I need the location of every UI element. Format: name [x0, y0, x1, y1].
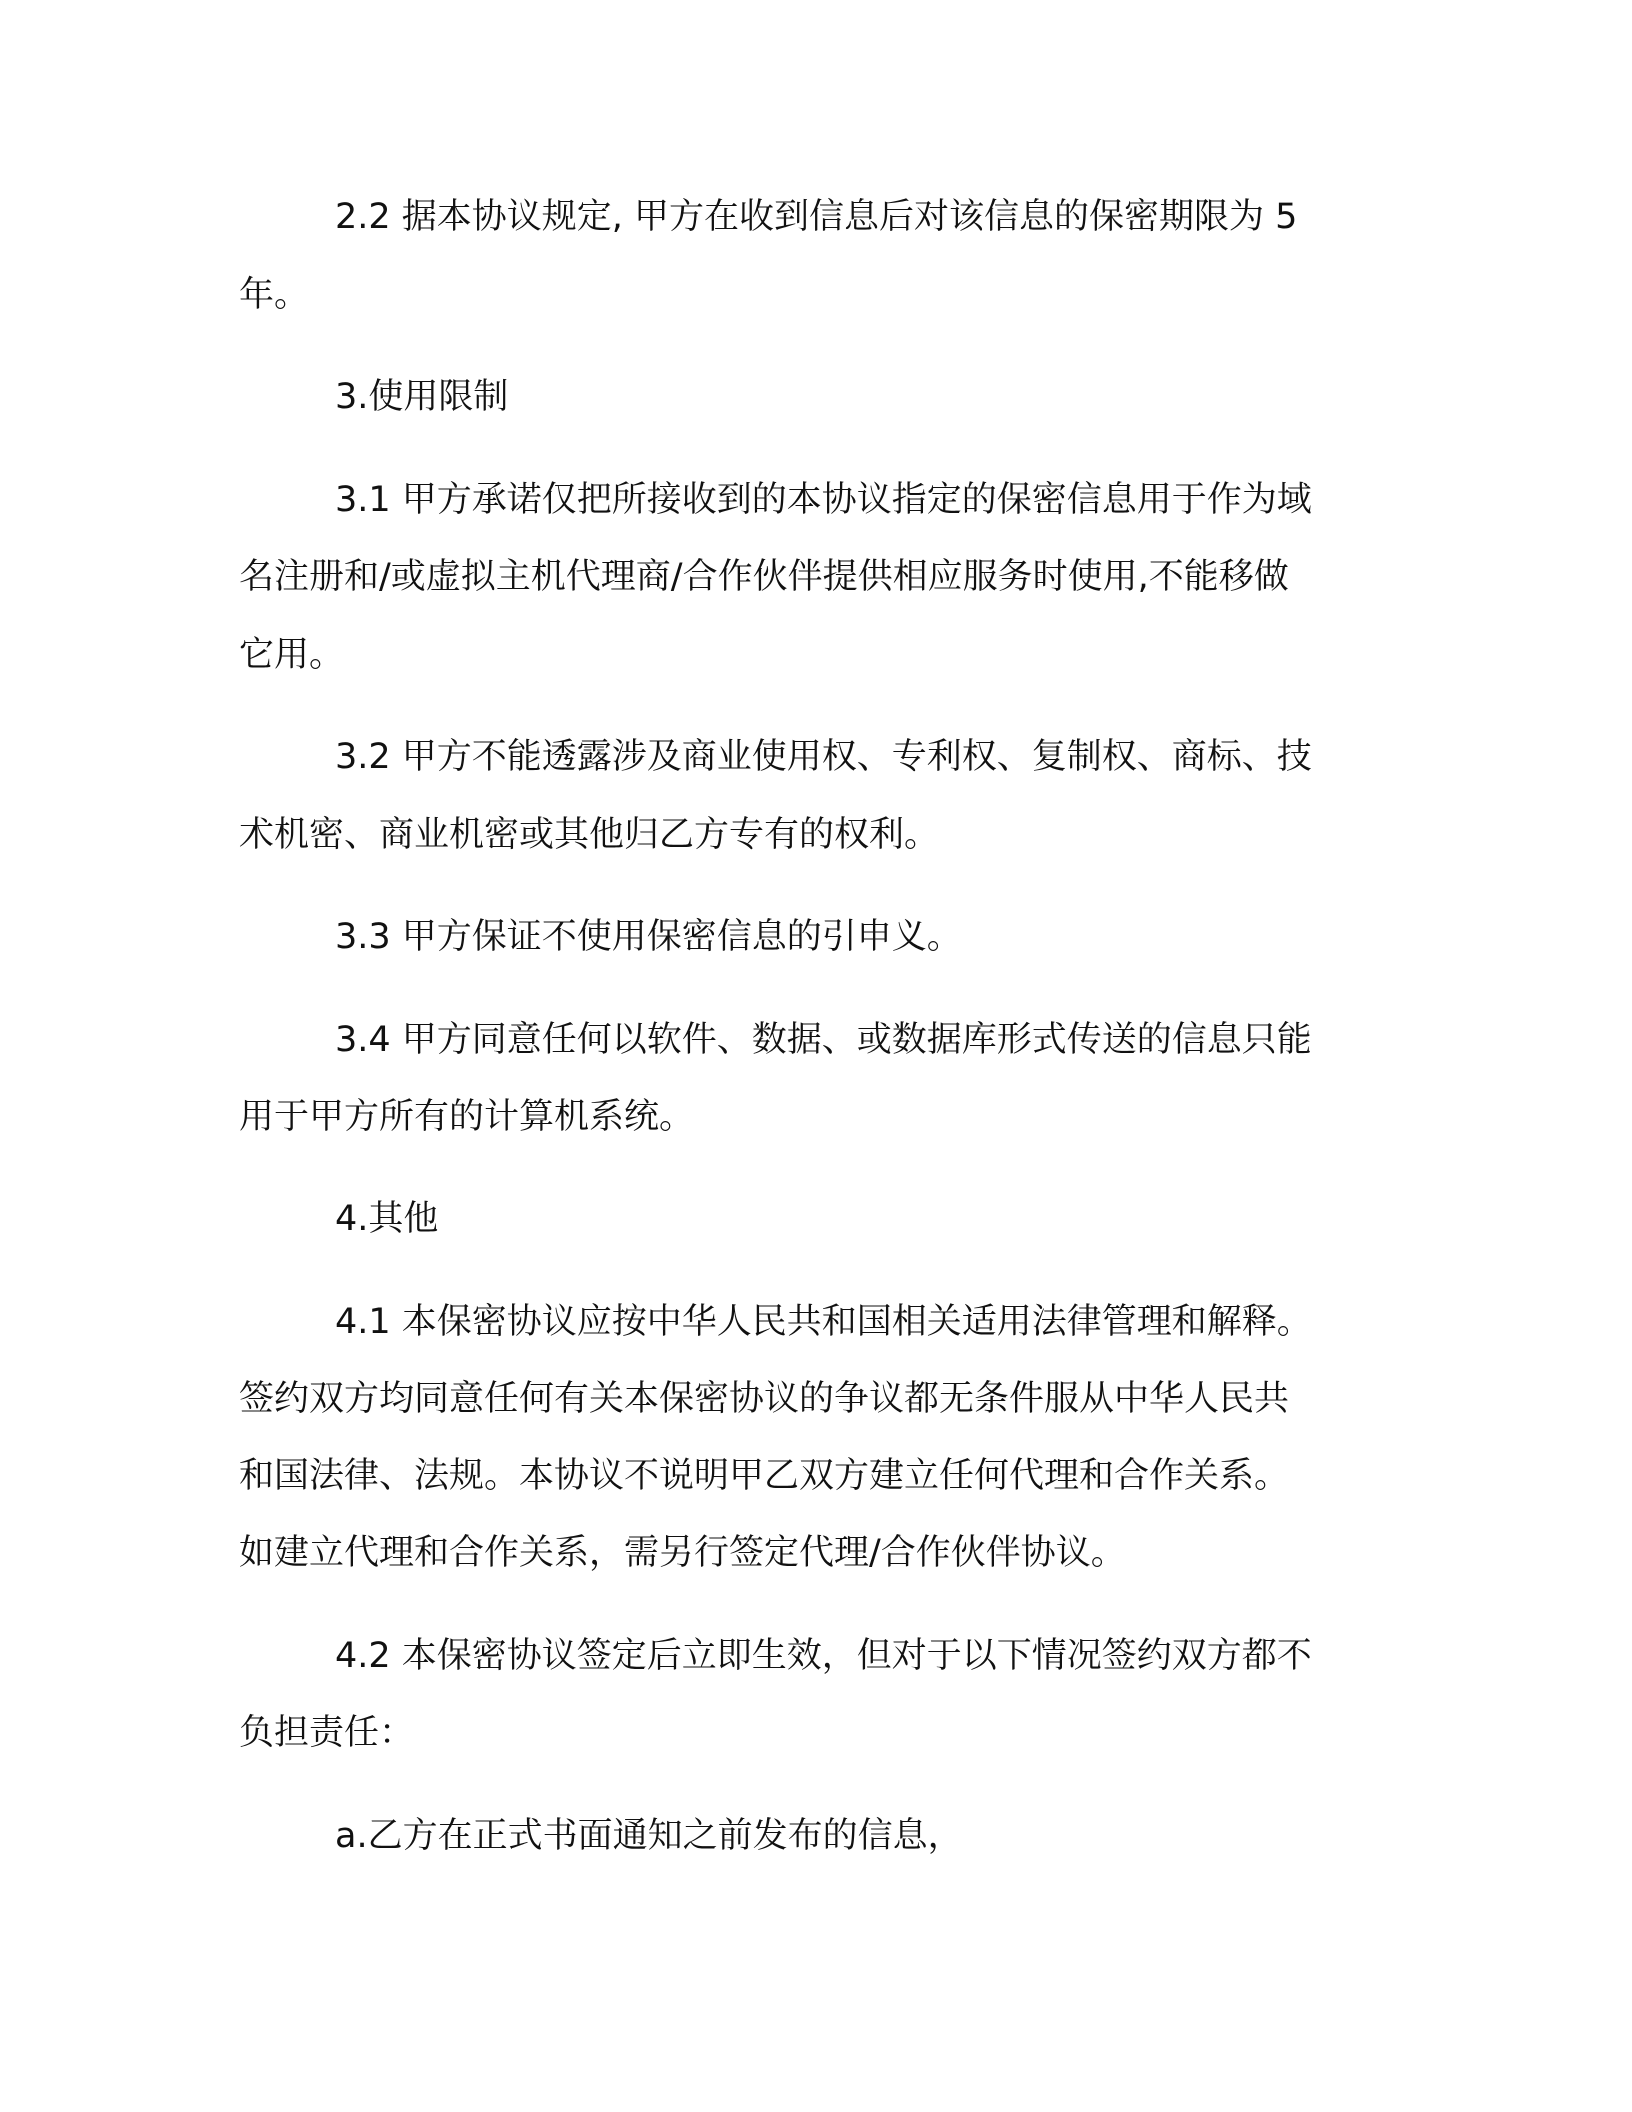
- section-4-heading: 4.其他: [335, 1199, 439, 1239]
- clause-4-1-line-4: 如建立代理和合作关系，需另行签定代理/合作伙伴协议。: [239, 1533, 1126, 1573]
- clause-3-2-line-1: 3.2 甲方不能透露涉及商业使用权、专利权、复制权、商标、技: [335, 737, 1312, 777]
- clause-3-4-line-2: 用于甲方所有的计算机系统。: [239, 1097, 695, 1137]
- clause-4-2-line-2: 负担责任：: [239, 1713, 415, 1753]
- clause-4-1-line-3: 和国法律、法规。本协议不说明甲乙双方建立任何代理和合作关系。: [239, 1456, 1290, 1496]
- clause-3-1-line-1: 3.1 甲方承诺仅把所接收到的本协议指定的保密信息用于作为域: [335, 480, 1312, 520]
- clause-2-2-line-1: 2.2 据本协议规定, 甲方在收到信息后对该信息的保密期限为 5: [335, 197, 1298, 237]
- clause-3-1-line-3: 它用。: [239, 635, 345, 675]
- clause-3-4-line-1: 3.4 甲方同意任何以软件、数据、或数据库形式传送的信息只能: [335, 1020, 1312, 1060]
- clause-4-2-line-1: 4.2 本保密协议签定后立即生效，但对于以下情况签约双方都不: [335, 1636, 1312, 1676]
- clause-3-1-line-2: 名注册和/或虚拟主机代理商/合作伙伴提供相应服务时使用,不能移做: [239, 557, 1289, 597]
- clause-3-2-line-2: 术机密、商业机密或其他归乙方专有的权利。: [239, 815, 940, 855]
- clause-4-1-line-1: 4.1 本保密协议应按中华人民共和国相关适用法律管理和解释。: [335, 1302, 1312, 1342]
- item-a-line-1: a.乙方在正式书面通知之前发布的信息，: [335, 1816, 963, 1856]
- section-3-heading: 3.使用限制: [335, 377, 509, 417]
- clause-3-3-line-1: 3.3 甲方保证不使用保密信息的引申义。: [335, 917, 962, 957]
- clause-2-2-line-2: 年。: [239, 275, 310, 315]
- clause-4-1-line-2: 签约双方均同意任何有关本保密协议的争议都无条件服从中华人民共: [239, 1379, 1290, 1419]
